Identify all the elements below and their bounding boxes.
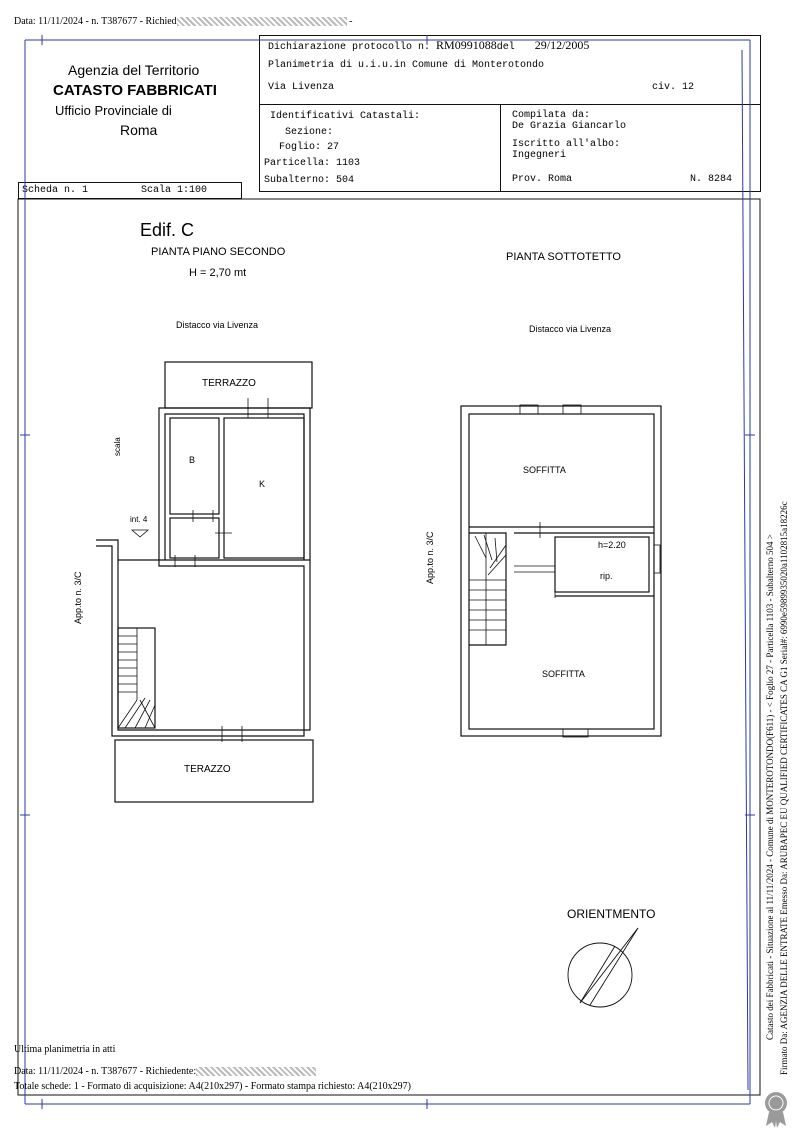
scala-value: Scala 1:100	[141, 185, 208, 196]
top-request-line: Data: 11/11/2024 - n. T387677 - Richied -	[14, 16, 353, 27]
planimetria-line: Planimetria di u.i.u.in Comune di Monterotondo	[268, 60, 545, 71]
albo-label: Iscritto all'albo:	[512, 139, 621, 150]
albo-value: Ingegneri	[512, 150, 567, 161]
redacted-requester-footer	[196, 1067, 316, 1076]
room-terazzo-bottom: TERAZZO	[184, 764, 231, 775]
foglio-field: Foglio: 27	[279, 142, 340, 153]
catasto-title: CATASTO FABBRICATI	[53, 82, 217, 99]
room-k: K	[259, 479, 266, 489]
int-label: int. 4	[130, 515, 148, 524]
top-request-text: Data: 11/11/2024 - n. T387677 - Richied	[14, 16, 177, 27]
left-distacco: Distacco via Livenza	[176, 320, 259, 330]
side-signature: Firmato Da: AGENZIA DELLE ENTRATE Emesso Da: ARUBAPEC EU QUALIFIED CERTIFICATES CA G1 Serial#: 6990e5989935020a1102815a18226c	[779, 501, 789, 1075]
protocollo-date: 29/12/2005	[534, 38, 590, 52]
footer-request-line	[14, 1066, 316, 1077]
right-plan-title: PIANTA SOTTOTETTO	[506, 251, 621, 263]
del-label: del	[496, 42, 515, 53]
orientation-label: ORIENTMENTO	[567, 907, 656, 921]
right-distacco: Distacco via Livenza	[529, 324, 612, 334]
side-situazione: Catasto dei Fabbricati - Situazione al 11/11/2024 - Comune di MONTEROTONDO(F611) - < Foglio 27 - Particella 1103 - Subalterno 504 >	[765, 534, 775, 1040]
civ-line: civ. 12	[652, 82, 695, 93]
room-rip: rip.	[600, 571, 613, 581]
room-height: h=2.20	[598, 540, 626, 550]
scheda-number: Scheda n. 1	[22, 185, 89, 196]
protocollo-number: RM0991088	[436, 38, 497, 52]
identificativi-title: Identificativi Catastali:	[270, 111, 421, 122]
ufficio-city: Roma	[120, 122, 158, 138]
scala-label: scala	[113, 437, 122, 456]
agency-name: Agenzia del Territorio	[68, 62, 200, 78]
edif-label: Edif. C	[140, 220, 195, 240]
left-plan-height: H = 2,70 mt	[189, 267, 247, 279]
ultima-planimetria: Ultima planimetria in atti	[14, 1044, 116, 1055]
room-b: B	[189, 455, 196, 465]
ufficio-label: Ufficio Provinciale di	[55, 103, 172, 118]
right-app-label: App.to n. 3/C	[425, 531, 435, 584]
prov-label: Prov. Roma	[512, 174, 573, 185]
particella-field: Particella: 1103	[264, 158, 361, 169]
protocollo-label: Dichiarazione protocollo n.	[268, 42, 431, 53]
room-soffitta-bottom: SOFFITTA	[542, 669, 585, 679]
left-app-label: App.to n. 3/C	[73, 571, 83, 624]
room-soffitta-top: SOFFITTA	[523, 465, 566, 475]
compilata-label: Compilata da:	[512, 110, 591, 121]
footer-totale: Totale schede: 1 - Formato di acquisizione: A4(210x297) - Formato stampa richiesto: A4(210x297)	[14, 1081, 411, 1092]
compilata-name: De Grazia Giancarlo	[512, 121, 627, 132]
left-plan-title: PIANTA PIANO SECONDO	[151, 246, 286, 258]
via-line: Via Livenza	[268, 82, 335, 93]
sezione-field: Sezione:	[285, 127, 334, 138]
room-terrazzo-top: TERRAZZO	[202, 378, 256, 389]
albo-number: N. 8284	[690, 174, 733, 185]
footer-request-text: Data: 11/11/2024 - n. T387677 - Richiedente:	[14, 1066, 197, 1077]
subalterno-field: Subalterno: 504	[264, 175, 355, 186]
